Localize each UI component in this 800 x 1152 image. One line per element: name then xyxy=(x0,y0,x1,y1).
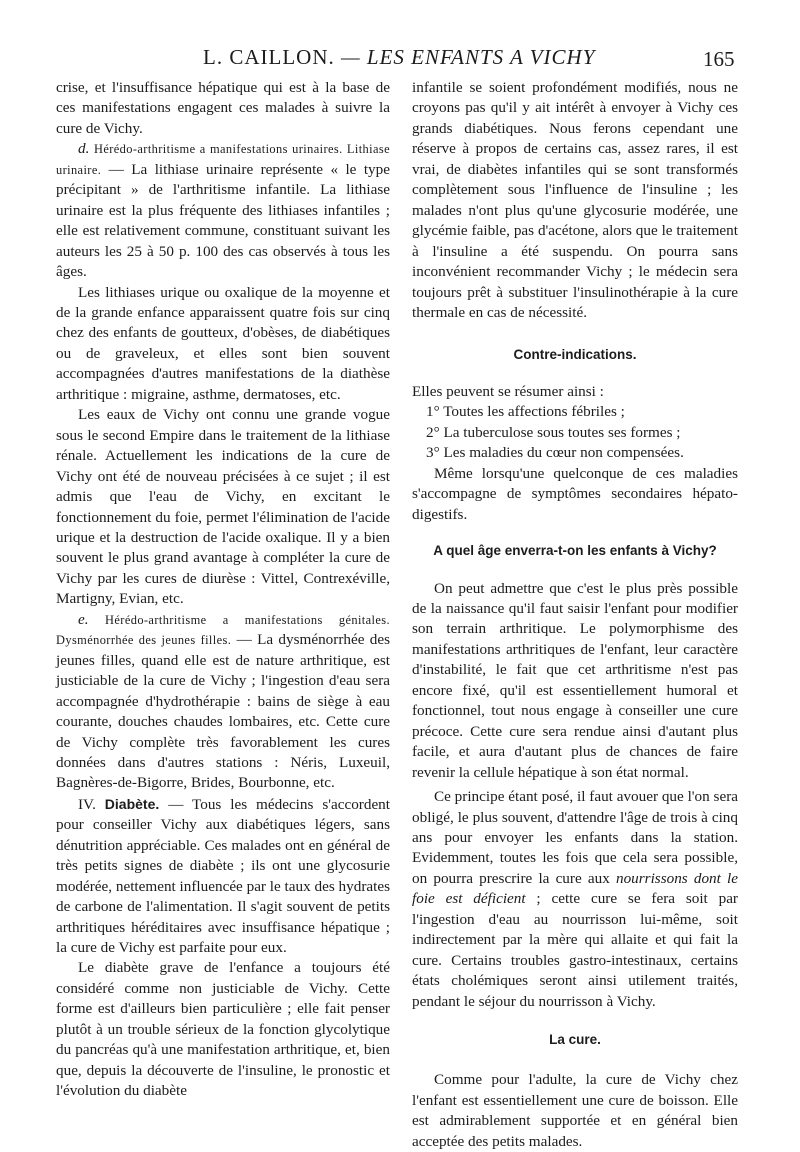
running-title-author: L. CAILLON. xyxy=(203,45,335,69)
paragraph: infantile se soient profondément modifiés, nous ne croyons pas qu'il y ait intérêt à envoyer à Vichy ces grands diabétiques. Nous ferons cependant une réserve à propos de certains cas, assez rares, il est vrai, de diabètes infantiles qui se sont transformés complètement sous l'influence de l'insuline ; les malades n'ont plus qu'une glycosurie modérée, une glycémie faible, pas d'acétone, alors que le traitement à l'insuline a été suspendu. On pourra sans inconvénient recommander Vichy ; le médecin sera toujours prêt à substituer l'insulinothérapie à la cure thermale en cas de nécessité. xyxy=(412,79,738,321)
paragraph: Les eaux de Vichy ont connu une grande vogue sous le second Empire dans le traitement de la lithiase rénale. Actuellement les indications de la cure de Vichy ont été de nouveau précisées à ce sujet ; il est admis que l'eau de Vichy, en excitant le fonctionnement du foie, permet l'élimination de l'acide urique et la destruction de l'acide oxalique. Il y a bien souvent le plus grand avantage à compléter la cure de Vichy par les cures de diurèse : Vittel, Contrexéville, Martigny, Evian, etc. xyxy=(56,406,390,608)
section-label: d. xyxy=(78,140,90,158)
section-d xyxy=(56,139,390,282)
section-heading-cure: La cure. xyxy=(549,1032,601,1048)
running-title-separator: — xyxy=(340,45,361,69)
paragraph: On peut admettre que c'est le plus près possible de la naissance qu'il faut saisir l'enfant pour modifier son terrain arthritique. Le polymorphisme des manifestations arthritiques de l'enfant, leur caractère d'instabilité, le fait que cet arthritisme n'est pas encore fixé, qu'il est essentiellement humoral et fonctionnel, tout nous engage à conseiller une cure précoce. Cette cure sera rendue ainsi d'autant plus facile, et aura d'autant plus de chances de faire revenir la cellule hépatique à son état normal. xyxy=(412,579,738,781)
section-label: IV. xyxy=(78,795,96,813)
running-title-text: LES ENFANTS A VICHY xyxy=(366,45,596,69)
right-column xyxy=(412,78,738,1152)
running-title xyxy=(203,45,595,70)
list-item: 3° Les maladies du cœur non compensées. xyxy=(426,444,684,462)
page-number: 165 xyxy=(703,47,735,71)
section-heading: Hérédo-arthritisme a manifestations urinaires. Lithiase urinaire. xyxy=(56,142,391,177)
section-heading-contre-indications: Contre-indications. xyxy=(513,347,637,363)
paragraph-text: ; cette cure se fera soit par l'ingestion d'eau au nourrisson lui-même, soit indirectement par la mère qui allaite et qui fait la cure. Certains troubles gastro-intestinaux, certains états cholémiques seront ainsi utilement traités, pendant le séjour du nourrisson à Vichy. xyxy=(412,890,738,1010)
paragraph: Elles peuvent se résumer ainsi : xyxy=(412,382,604,400)
paragraph xyxy=(412,787,738,1012)
list-item: 1° Toutes les affections fébriles ; xyxy=(426,403,625,421)
paragraph-text: Ce principe étant posé, il faut avouer que l'on sera obligé, le plus souvent, d'attendre l'âge de trois à cinq ans pour envoyer les enfants dans la station. Evidemment, toutes les fois que cela sera possible, on pourra prescrire la cure aux xyxy=(412,788,738,887)
paragraph: Les lithiases urique ou oxalique de la moyenne et de la grande enfance apparaissent quatre fois sur cinq chez des enfants de goutteux, d'obèses, de diabétiques ou de graveleux, et elles sont bien souvent accompagnées d'autres manifestations de la diathèse arthritique : migraine, asthme, dermatoses, etc. xyxy=(56,283,390,403)
section-label: e. xyxy=(78,610,89,628)
paragraph: Même lorsqu'une quelconque de ces maladies s'accompagne de symptômes secondaires hépato-digestifs. xyxy=(412,464,738,523)
section-heading: Hérédo-arthritisme a manifestations génitales. Dysménorrhée des jeunes filles. xyxy=(56,612,391,648)
section-text: — La lithiase urinaire représente « le type précipitant » de l'arthritisme infantile. La lithiase urinaire est la plus fréquente des lithiases infantiles ; elle est relativement commune, constituant suivant les auteurs les 25 à 50 p. 100 des cas observés à tous les âges. xyxy=(56,160,390,281)
list-item: 2° La tuberculose sous toutes ses formes ; xyxy=(426,423,681,441)
section-text: — La dysménorrhée des jeunes filles, quand elle est de nature arthritique, est justiciable de la cure de Vichy ; l'ingestion d'eau sera accompagnée d'hydrothérapie : bains de siège à eau courante, douches chaudes lombaires, etc. Cette cure de Vichy complète très favorablement les cures données dans d'autres stations : Néris, Luxeuil, Bagnères-de-Bigorre, Brides, Bourbonne, etc. xyxy=(56,631,391,792)
section-heading-age: A quel âge enverra-t-on les enfants à Vichy? xyxy=(433,543,717,559)
section-iv xyxy=(56,794,390,959)
paragraph: Le diabète grave de l'enfance a toujours été considéré comme non justiciable de Vichy. Cette forme est d'ailleurs bien particulière ; elle fait penser plutôt à un trouble sérieux de la fonction glycolytique du pancréas qu'à une manifestation arthritique, et, bien que, depuis la découverte de l'insuline, le pronostic et l'évolution du diabète xyxy=(56,959,390,1100)
section-text: — Tous les médecins s'accordent pour conseiller Vichy aux diabétiques légers, sans dénutrition appréciable. Ces malades ont en général de très petits signes de diabète ; ils ont une glycosurie modérée, nettement influencée par le taux des hydrates de carbone de l'alimentation. Il s'agit souvent de petits arthritiques héréditaires avec insuffisance hépatique ; la cure de Vichy est parfaite pour eux. xyxy=(56,795,390,957)
paragraph: Comme pour l'adulte, la cure de Vichy chez l'enfant est essentiellement une cure de boisson. Elle est admirablement supportée et en général bien acceptée des petits malades. xyxy=(412,1071,738,1150)
section-e xyxy=(56,610,390,794)
left-column xyxy=(56,78,390,1102)
paragraph: crise, et l'insuffisance hépatique qui est à la base de ces manifestations engagent ces malades à suivre la cure de Vichy. xyxy=(56,79,390,137)
emphasis-text: nourrissons dont le foie est déficient xyxy=(412,869,739,908)
running-head xyxy=(0,45,800,79)
section-heading: Diabète. xyxy=(104,795,160,812)
